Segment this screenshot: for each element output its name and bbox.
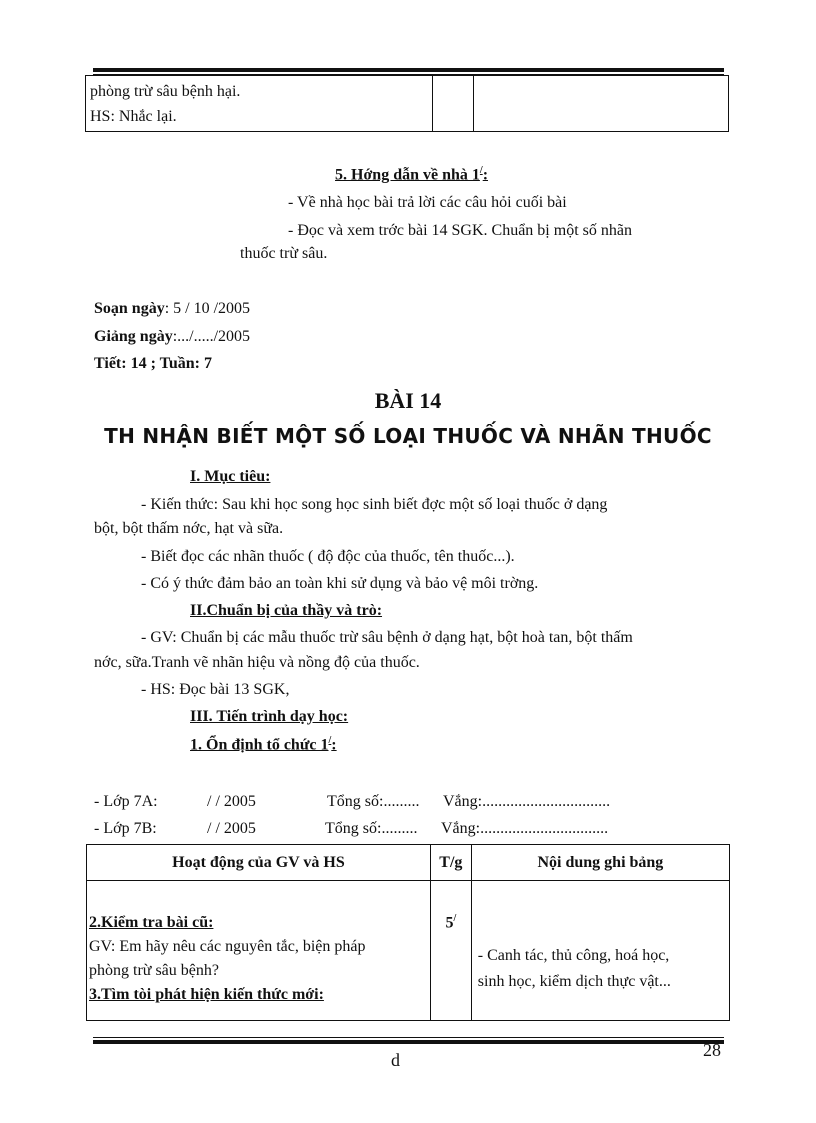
attendance-absent: Vắng:................................ [441, 820, 609, 837]
objectives-line: - Biết đọc các nhãn thuốc ( độ độc của thuốc, tên thuốc...). [141, 548, 515, 565]
attendance-class: - Lớp 7A: [94, 793, 158, 810]
footer-rule-thin [93, 1037, 724, 1038]
homework-line: - Đọc và xem trớc bài 14 SGK. Chuẩn bị một số nhãn [288, 222, 632, 239]
top-table-line: phòng trừ sâu bệnh hại. [90, 83, 241, 100]
attendance-row [94, 820, 608, 838]
prep-line: nớc, sữa.Tranh vẽ nhãn hiệu và nồng độ của thuốc. [94, 654, 420, 671]
attendance-total: Tổng số:......... [327, 793, 420, 810]
prep-line: - GV: Chuẩn bị các mẫu thuốc trừ sâu bệnh ở dạng hạt, bột hoà tan, bột thấm [141, 629, 633, 646]
lesson-number: BÀI 14 [374, 388, 442, 413]
answer-line: sinh học, kiểm dịch thực vật... [477, 973, 671, 990]
giang-ngay [94, 328, 250, 346]
tiet-tuan: Tiết: 14 ; Tuần: 7 [94, 355, 212, 372]
table-header: Nội dung ghi bảng [471, 845, 729, 881]
soan-value: : 5 / 10 /2005 [164, 300, 251, 317]
question-line: GV: Em hãy nêu các nguyên tắc, biện pháp [89, 938, 366, 955]
time-number: 5 [445, 914, 454, 932]
lesson-title: TH NHẬN BIẾT MỘT SỐ LOẠI THUỐC VÀ NHÃN THUỐC [104, 424, 712, 448]
prep-heading: II.Chuẩn bị của thầy và trò: [190, 602, 383, 619]
objectives-line: - Kiến thức: Sau khi học song học sinh biết đợc một số loại thuốc ở dạng [141, 496, 608, 513]
process-sub [190, 735, 337, 754]
page-number: 28 [703, 1040, 721, 1060]
giang-value: :.../...../2005 [172, 328, 251, 345]
answer-line: - Canh tác, thủ công, hoá học, [477, 947, 670, 964]
time-value [431, 913, 471, 932]
attendance-total: Tổng số:......... [325, 820, 418, 837]
homework-heading-text: 5. Hớng dẫn về nhà 1 [335, 166, 480, 184]
new-knowledge-heading: 3.Tìm tòi phát hiện kiến thức mới: [89, 986, 324, 1003]
attendance-class: - Lớp 7B: [94, 820, 157, 837]
homework-heading-sup: / [479, 165, 483, 176]
prep-line: - HS: Đọc bài 13 SGK, [141, 681, 290, 698]
header-rule [93, 68, 724, 72]
objectives-line: bột, bột thấm nớc, hạt và sữa. [94, 520, 284, 537]
table-header: T/g [430, 845, 471, 881]
giang-label: Giảng ngày [94, 328, 173, 345]
footer-letter: d [391, 1050, 400, 1070]
table-header: Hoạt động của GV và HS [87, 845, 431, 881]
attendance-row [94, 793, 610, 811]
attendance-date: / / 2005 [207, 793, 256, 810]
question-line: phòng trừ sâu bệnh? [89, 962, 219, 979]
objectives-line: - Có ý thức đảm bảo an toàn khi sử dụng và bảo vệ môi trờng. [141, 575, 539, 592]
process-sub-sup: / [328, 735, 332, 746]
homework-heading-tail: : [482, 166, 489, 184]
homework-line: thuốc trừ sâu. [240, 245, 328, 262]
top-table [85, 75, 729, 132]
homework-line: - Về nhà học bài trả lời các câu hỏi cuối bài [288, 194, 567, 211]
objectives-heading: I. Mục tiêu: [190, 468, 271, 485]
footer-rule [93, 1040, 724, 1044]
soan-ngay [94, 300, 250, 318]
process-sub-tail: : [331, 736, 337, 754]
soan-label: Soạn ngày [94, 300, 165, 317]
lesson-table [86, 844, 730, 1021]
top-table-line: HS: Nhắc lại. [90, 108, 177, 125]
time-sup: / [453, 913, 457, 924]
check-heading: 2.Kiểm tra bài cũ: [89, 914, 214, 931]
attendance-absent: Vắng:................................ [443, 793, 611, 810]
attendance-date: / / 2005 [207, 820, 256, 837]
homework-heading [335, 165, 488, 184]
process-sub-text: 1. Ổn định tổ chức 1 [190, 736, 329, 754]
process-heading: III. Tiến trình dạy học: [190, 708, 349, 725]
